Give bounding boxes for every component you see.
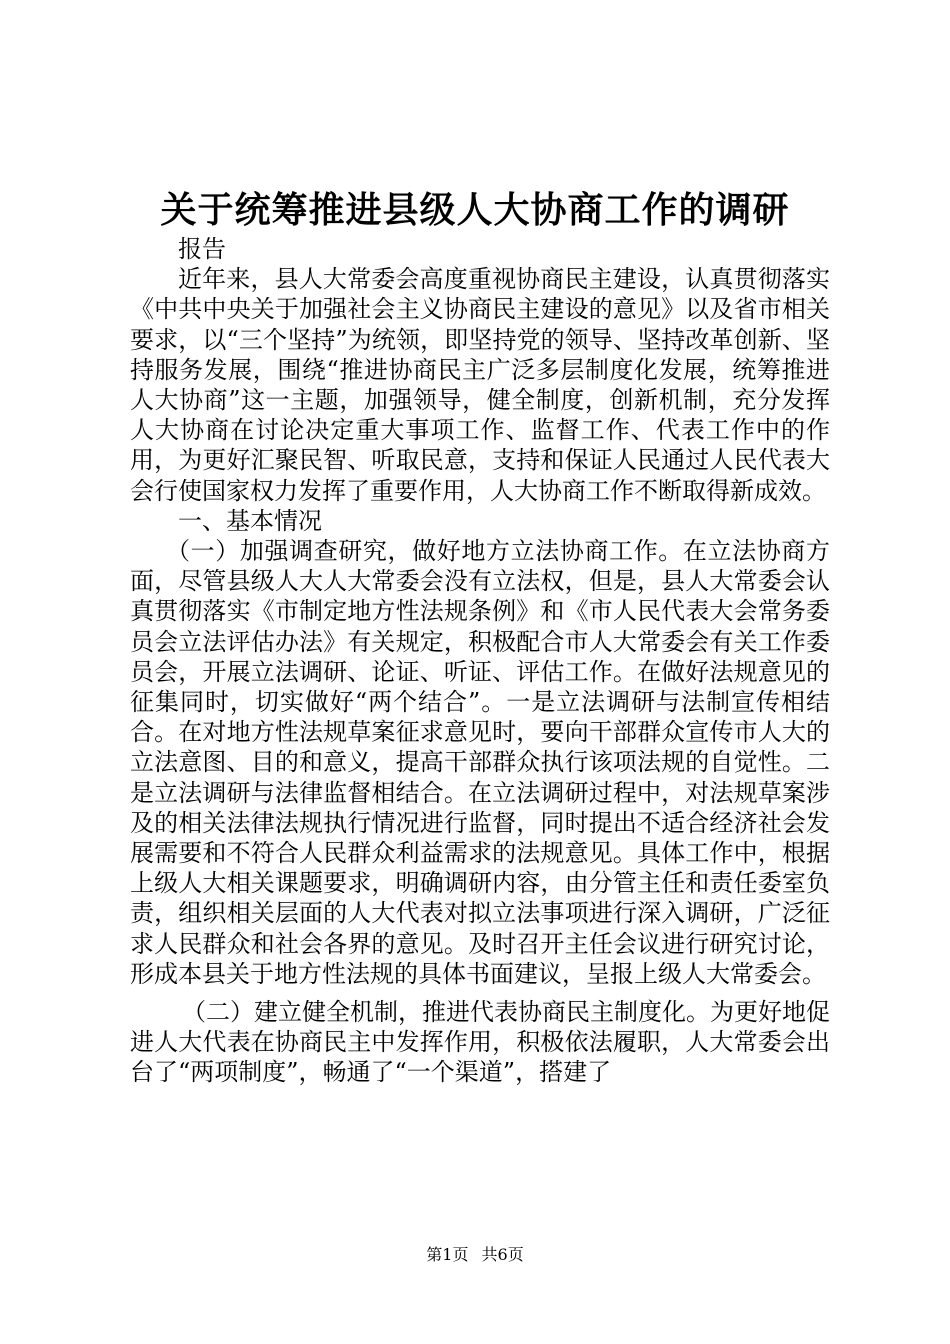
- page-footer: [0, 1245, 950, 1265]
- page-number: 第1页: [426, 1245, 469, 1264]
- document-title: 关于统筹推进县级人大协商工作的调研: [160, 189, 790, 231]
- page-total: 共6页: [481, 1245, 524, 1264]
- intro-paragraph: 近年来，县人大常委会高度重视协商民主建设，认真贯彻落实《中共中央关于加强社会主义协商民主建设的意见》以及省市相关要求，以“三个坚持”为统领，即坚持党的领导、坚持改革创新、坚持服务发展，围绕“推进协商民主广泛多层制度化发展，统筹推进人大协商”这一主题，加强领导，健全制度，创新机制，充分发挥人大协商在讨论决定重大事项工作、监督工作、代表工作中的作用，为更好汇聚民智、听取民意，支持和保证人民通过人民代表大会行使国家权力发挥了重要作用，人大协商工作不断取得新成效。: [130, 265, 830, 505]
- section-paragraph-1: （一）加强调查研究，做好地方立法协商工作。在立法协商方面，尽管县级人大人大常委会没有立法权，但是，县人大常委会认真贯彻落实《市制定地方性法规条例》和《市人民代表大会常务委员会立法评估办法》有关规定，积极配合市人大常委会有关工作委员会，开展立法调研、论证、听证、评估工作。在做好法规意见的征集同时，切实做好“两个结合”。一是立法调研与法制宣传相结合。在对地方性法规草案征求意见时，要向干部群众宣传市人大的立法意图、目的和意义，提高干部群众执行该项法规的自觉性。二是立法调研与法律监督相结合。在立法调研过程中，对法规草案涉及的相关法律法规执行情况进行监督，同时提出不适合经济社会发展需要和不符合人民群众利益需求的法规意见。具体工作中，根据上级人大相关课题要求，明确调研内容，由分管主任和责任委室负责，组织相关层面的人大代表对拟立法事项进行深入调研，广泛征求人民群众和社会各界的意见。及时召开主任会议进行研究讨论，形成本县关于地方性法规的具体书面建议，呈报上级人大常委会。: [130, 537, 830, 988]
- section-paragraph-2: （二）建立健全机制，推进代表协商民主制度化。为更好地促进人大代表在协商民主中发挥作用，积极依法履职，人大常委会出台了“两项制度”，畅通了“一个渠道”，搭建了: [130, 998, 830, 1087]
- document-body: [130, 234, 830, 1088]
- title-continuation: 报告: [178, 235, 226, 263]
- section-heading: 一、基本情况: [178, 506, 322, 535]
